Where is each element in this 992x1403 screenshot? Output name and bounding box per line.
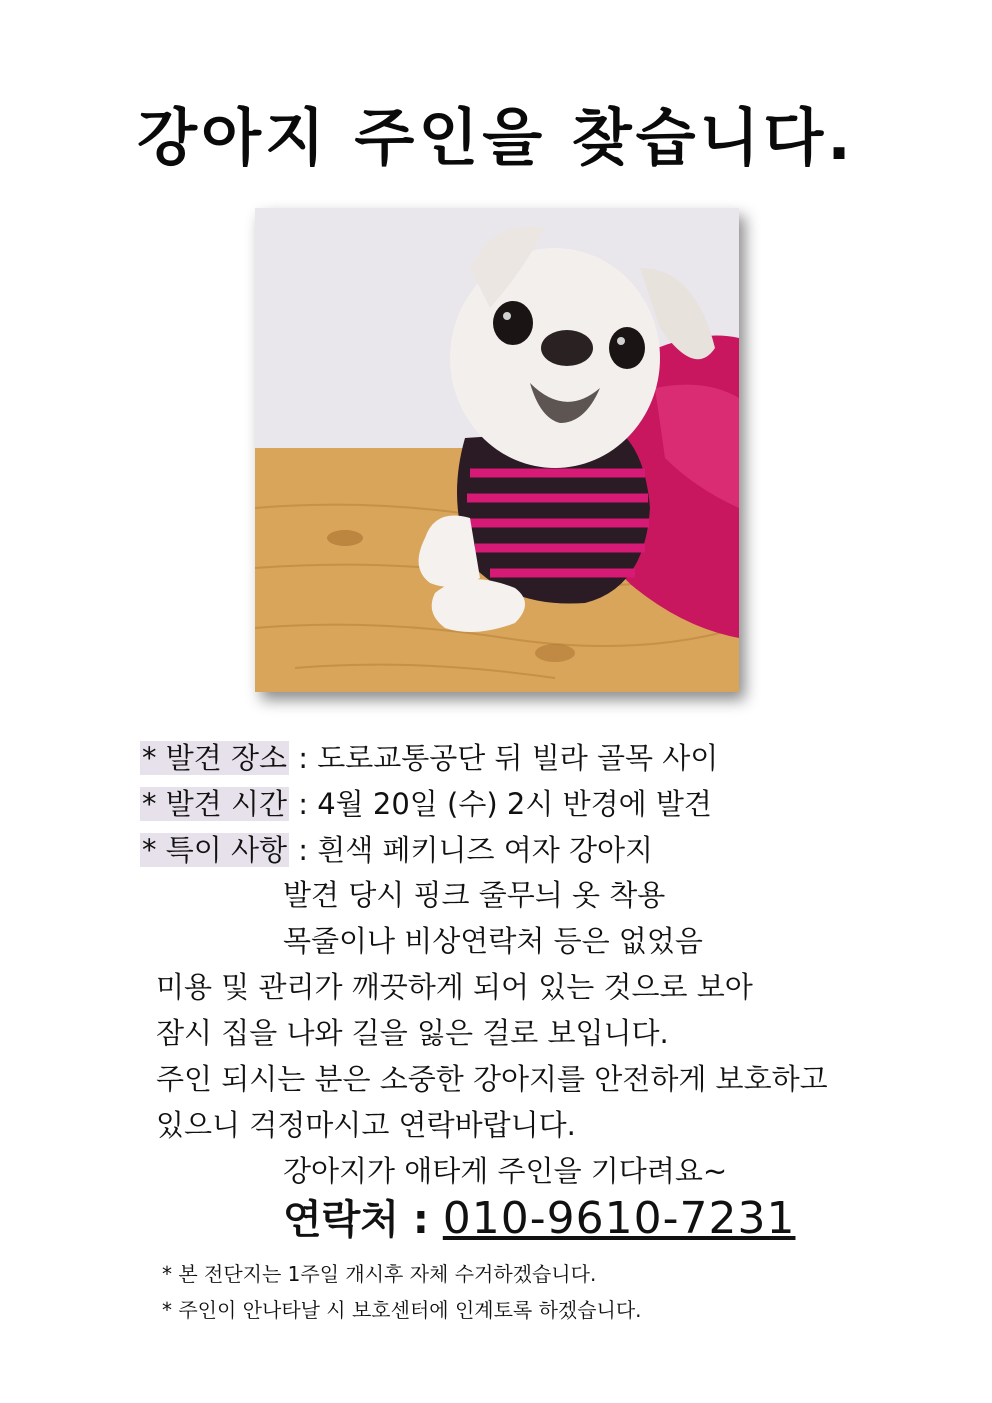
detail-time	[140, 781, 718, 827]
detail-label: * 발견 시간	[142, 787, 287, 821]
detail-line-collar: 목줄이나 비상연락처 등은 없었음	[283, 924, 703, 958]
dog-photo	[255, 208, 739, 692]
detail-label: * 발견 장소	[142, 741, 287, 775]
detail-value: : 흰색 페키니즈 여자 강아지	[289, 833, 654, 867]
footnote: * 본 전단지는 1주일 개시후 자체 수거하겠습니다.	[162, 1262, 597, 1286]
detail-value: : 도로교통공단 뒤 빌라 골목 사이	[289, 741, 719, 775]
detail-label: * 특이 사항	[142, 833, 287, 867]
body-line: 주인 되시는 분은 소중한 강아지를 안전하게 보호하고	[156, 1062, 828, 1096]
body-line: 잠시 집을 나와 길을 잃은 걸로 보입니다.	[156, 1016, 669, 1050]
closing-line: 강아지가 애타게 주인을 기다려요~	[283, 1154, 728, 1188]
contact-line	[283, 1188, 795, 1245]
body-line: 미용 및 관리가 깨끗하게 되어 있는 것으로 보아	[156, 970, 753, 1004]
flyer-title: 강아지 주인을 찾습니다.	[137, 101, 855, 174]
phone-number[interactable]: 010-9610-7231	[442, 1193, 796, 1244]
detail-location	[140, 735, 718, 781]
body-line: 있으니 걱정마시고 연락바랍니다.	[156, 1108, 576, 1142]
detail-features	[140, 827, 718, 873]
detail-line-clothing: 발견 당시 핑크 줄무늬 옷 착용	[283, 878, 666, 912]
contact-label: 연락처 :	[283, 1197, 443, 1243]
detail-value: : 4월 20일 (수) 2시 반경에 발견	[289, 787, 712, 821]
details-block	[140, 735, 718, 873]
footnote: * 주인이 안나타날 시 보호센터에 인계토록 하겠습니다.	[162, 1298, 642, 1322]
